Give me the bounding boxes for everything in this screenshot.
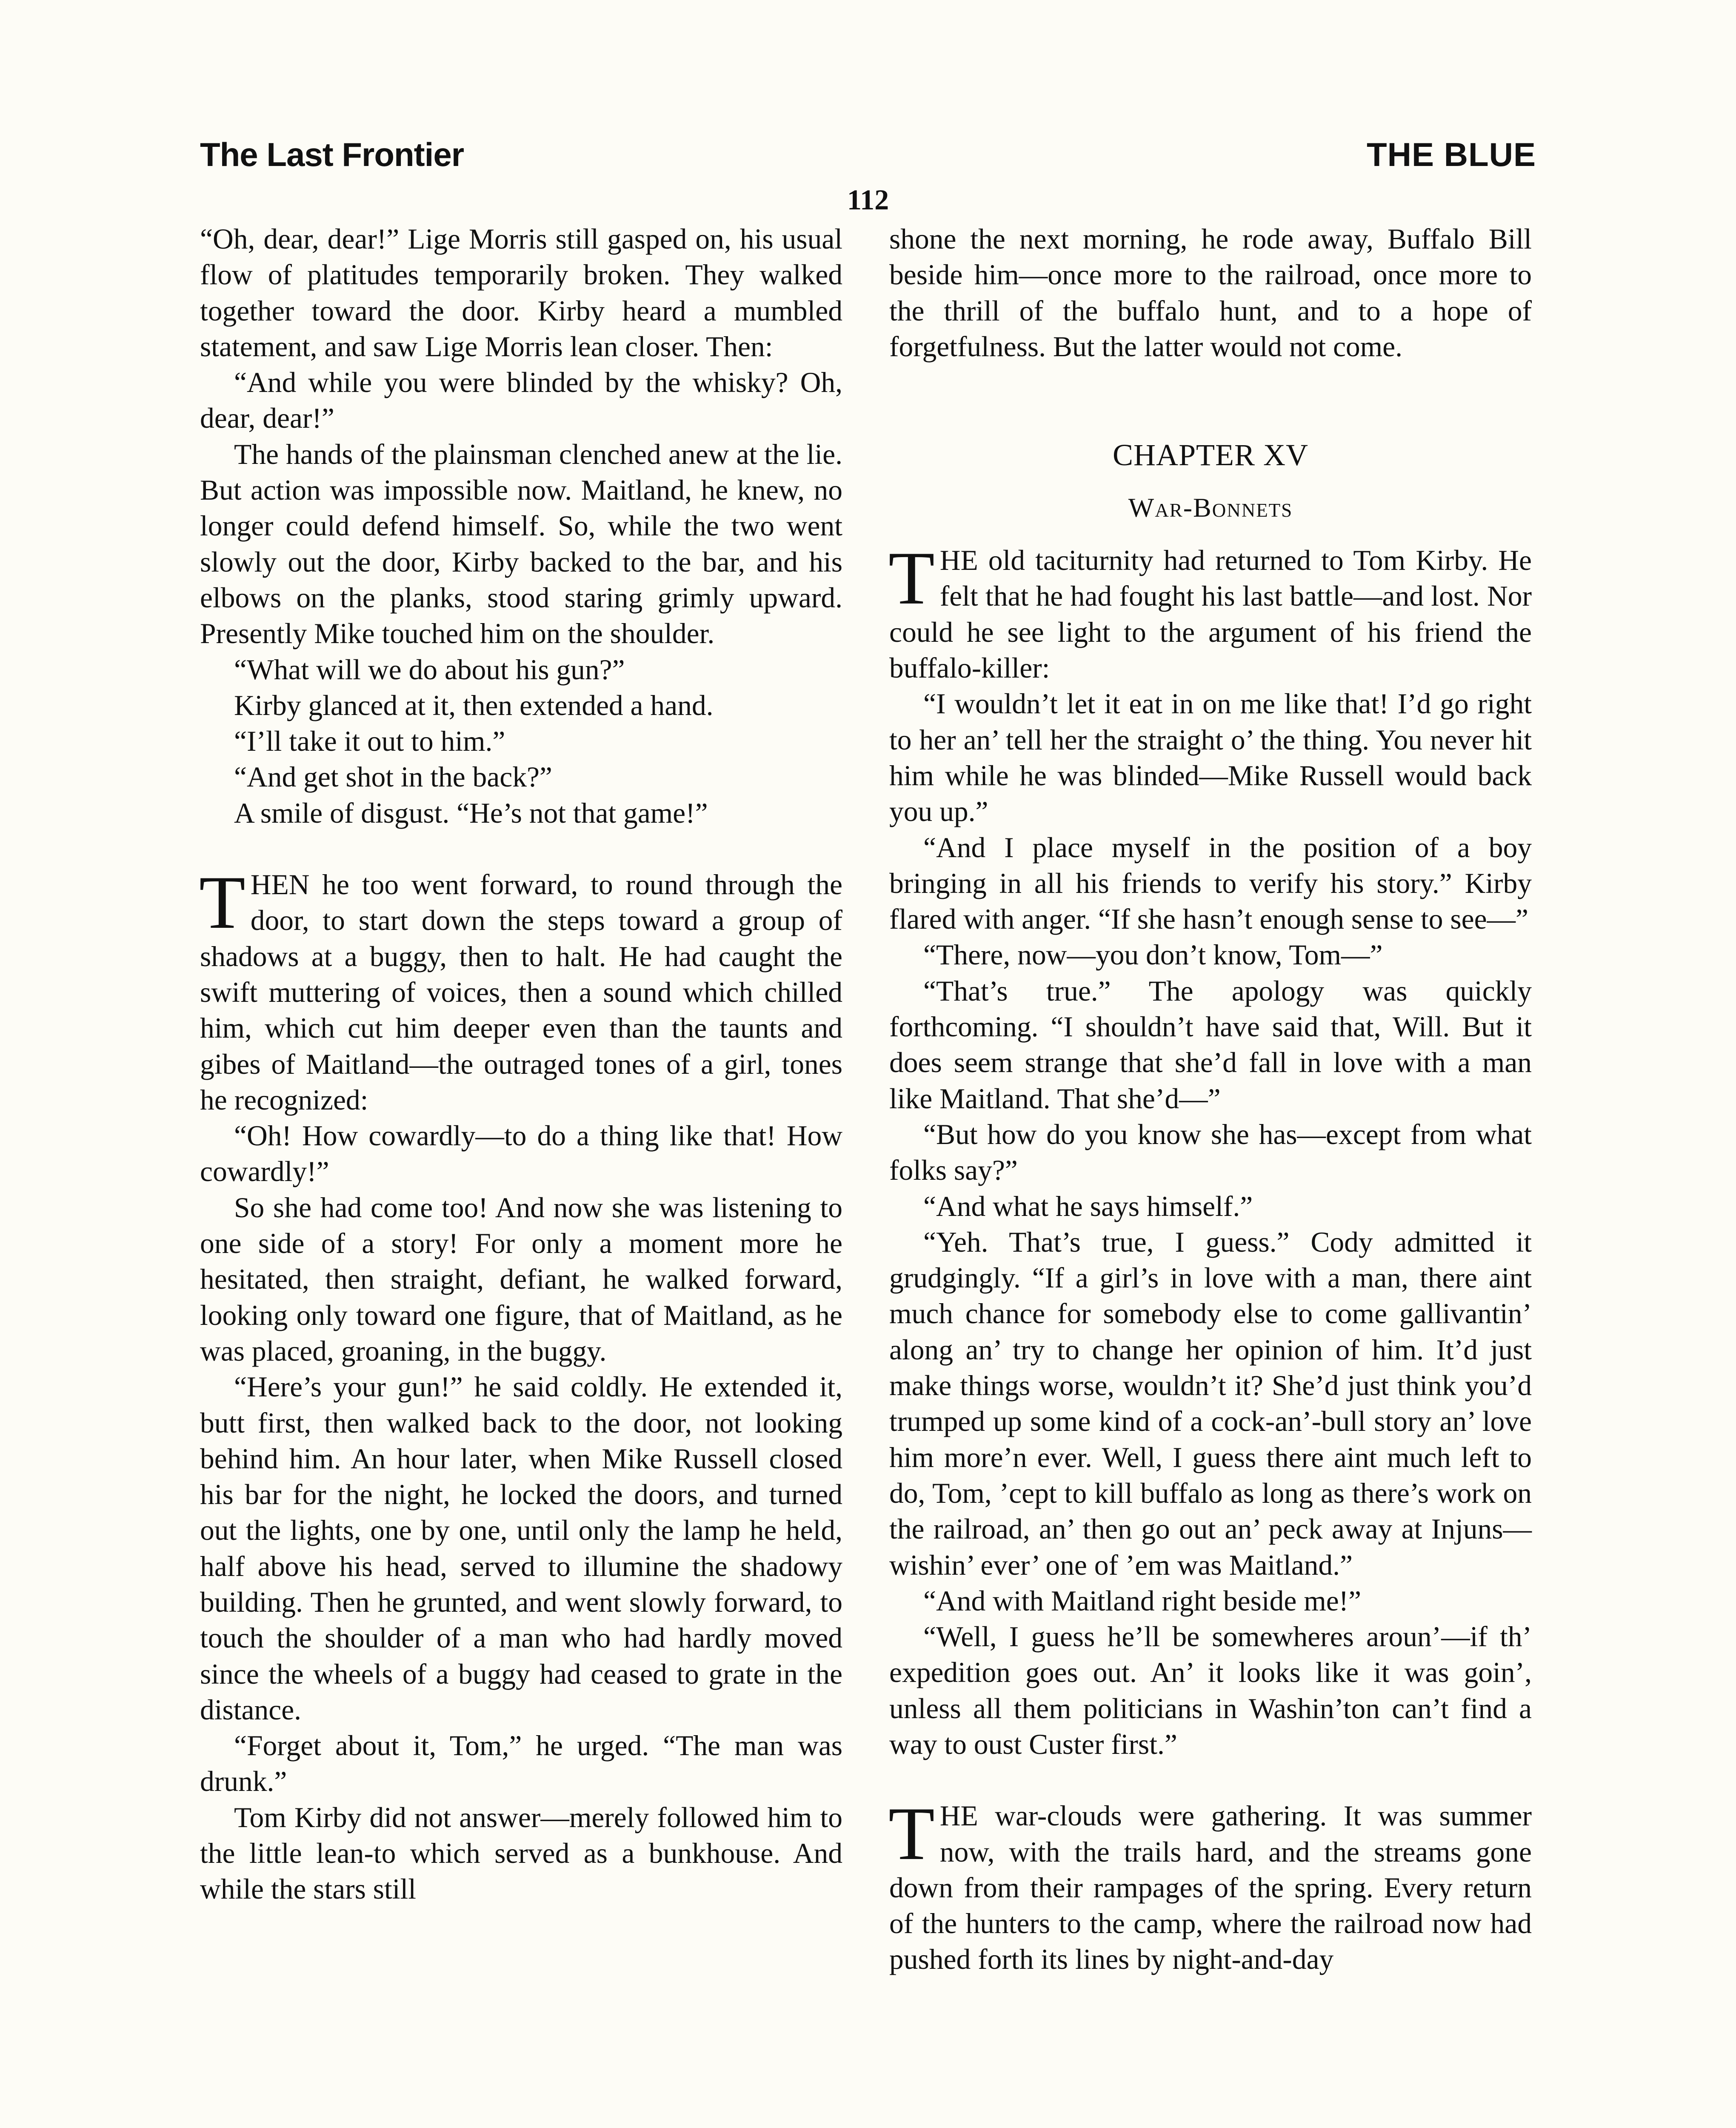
paragraph: “But how do you know she has—except from what folks say?”	[889, 1118, 1532, 1187]
paragraph: “There, now—you don’t know, Tom—”	[923, 939, 1383, 971]
paragraph: shone the next morning, he rode away, Buffalo Bill beside him—once more to the railroad, once more to the thrill of the buffalo hunt, and to a hope of forgetfulness. But the latter would not come.	[889, 223, 1532, 363]
right-text-column	[889, 221, 1532, 1978]
chapter-opening-paragraph	[888, 536, 1532, 686]
paragraph: “That’s true.” The apology was quickly forthcoming. “I shouldn’t have said that, Will. But it does seem strange that she’d fall in love with a man like Maitland. That she’d—”	[889, 975, 1532, 1115]
paragraph: “I wouldn’t let it eat in on me like that! I’d go right to her an’ tell her the straight o’ the thing. You never hit him while he was blinded—Mike Russell would back you up.”	[889, 688, 1532, 828]
paragraph: “Here’s your gun!” he said coldly. He extended it, butt first, then walked back to the door, not looking behind him. An hour later, when Mike Russell closed his bar for the night, he locked the doors, and turned out the lights, one by one, until only the lamp he held, half above his head, served to illumine the shadowy building. Then he grunted, and went slowly forward, to touch the shoulder of a man who had hardly moved since the wheels of a buggy had ceased to grate in the distance.	[200, 1371, 842, 1726]
paragraph-text: HE war-clouds were gathering. It was summer now, with the trails hard, and the streams gone down from their rampages of the spring. Every return of the hunters to the camp, where the railroad now had pushed forth its lines by night-and-day	[889, 1800, 1532, 1976]
drop-cap: T	[199, 860, 246, 945]
section-opening-paragraph	[199, 860, 842, 1118]
paragraph: “What will we do about his gun?”	[234, 653, 625, 686]
paragraph: “I’ll take it out to him.”	[234, 725, 505, 758]
paragraph: “And get shot in the back?”	[234, 761, 552, 793]
drop-cap: T	[888, 536, 935, 621]
paragraph: Tom Kirby did not answer—merely followed him to the little lean-to which served as a bunkhouse. And while the stars still	[200, 1801, 842, 1905]
paragraph: “Yeh. That’s true, I guess.” Cody admitted it grudgingly. “If a girl’s in love with a man, there aint much chance for somebody else to come gallivantin’ along an’ try to change her opinion of him. It’d just make things worse, wouldn’t it? She’d just think you’d trumped up some kind of a cock-an’-bull story an’ love him more’n ever. Well, I guess there aint much left to do, Tom, ’cept to kill buffalo as long as there’s work on the railroad, an’ then go out an’ peck away at Injuns—wishin’ ever’ one of ’em was Maitland.”	[889, 1226, 1532, 1581]
paragraph: “Oh! How cowardly—to do a thing like that! How cowardly!”	[200, 1120, 842, 1188]
paragraph: Kirby glanced at it, then extended a hand.	[234, 689, 714, 721]
chapter-subtitle: War-Bonnets	[1128, 492, 1293, 523]
paragraph: “And while you were blinded by the whisky? Oh, dear, dear!”	[200, 366, 842, 435]
running-title-right: THE BLUE	[1367, 136, 1536, 173]
left-text-column	[200, 221, 842, 1908]
running-title-left: The Last Frontier	[200, 136, 464, 173]
paragraph-text: HE old taciturnity had returned to Tom Kirby. He felt that he had fought his last battle—and lost. Nor could he see light to the argument of his friend the buffalo-killer:	[889, 544, 1532, 684]
chapter-heading: CHAPTER XV	[1112, 438, 1309, 472]
drop-cap: T	[888, 1791, 935, 1876]
section-opening-paragraph	[888, 1791, 1532, 1977]
paragraph: “Forget about it, Tom,” he urged. “The man was drunk.”	[200, 1730, 842, 1798]
paragraph: The hands of the plainsman clenched anew at the lie. But action was impossible now. Maitland, he knew, no longer could defend himself. So, while the two went slowly out the door, Kirby backed to the bar, and his elbows on the planks, stood staring grimly upward. Presently Mike touched him on the shoulder.	[200, 438, 842, 650]
paragraph: So she had come too! And now she was listening to one side of a story! For only a moment more he hesitated, then straight, defiant, he walked forward, looking only toward one figure, that of Maitland, as he was placed, groaning, in the buggy.	[200, 1191, 842, 1367]
paragraph: “Well, I guess he’ll be somewheres aroun’—if th’ expedition goes out. An’ it looks like it was goin’, unless all them politicians in Washin’ton can’t find a way to oust Custer first.”	[889, 1621, 1532, 1760]
paragraph: “Oh, dear, dear!” Lige Morris still gasped on, his usual flow of platitudes temporarily broken. They walked together toward the door. Kirby heard a mumbled statement, and saw Lige Morris lean closer. Then:	[200, 223, 842, 363]
paragraph: “And I place myself in the position of a boy bringing in all his friends to verify his story.” Kirby flared with anger. “If she hasn’t enough sense to see—”	[889, 831, 1532, 935]
paragraph: “And what he says himself.”	[923, 1190, 1253, 1222]
paragraph-text: HEN he too went forward, to round through the door, to start down the steps toward a group of shadows at a buggy, then to halt. He had caught the swift muttering of voices, then a sound which chilled him, which cut him deeper even than the taunts and gibes of Maitland—the outraged tones of a girl, tones he recognized:	[200, 869, 842, 1116]
page-number: 112	[847, 183, 889, 216]
paragraph: “And with Maitland right beside me!”	[923, 1585, 1362, 1617]
paragraph: A smile of disgust. “He’s not that game!”	[234, 797, 708, 829]
